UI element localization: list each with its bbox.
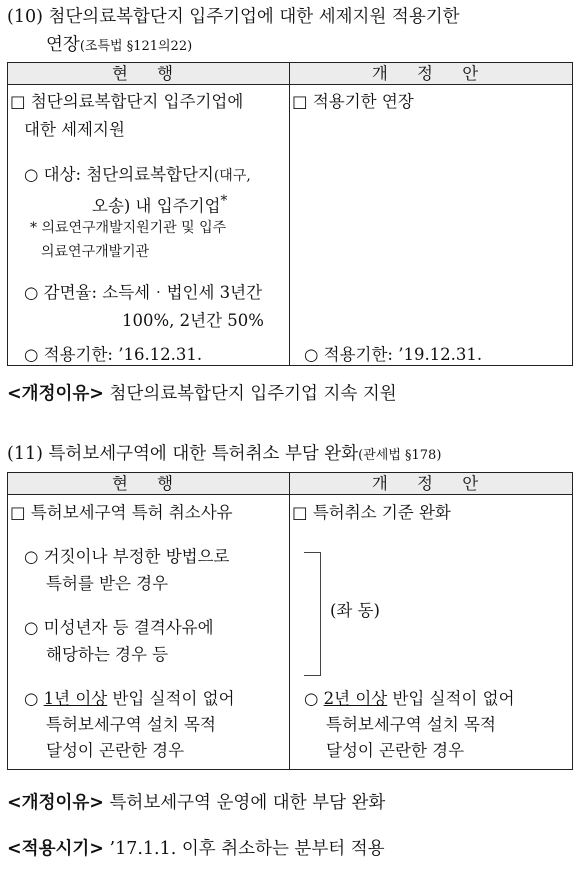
item3-line1: ○ 1년 이상 반입 실적이 없어	[24, 689, 235, 708]
section-10-reason	[7, 381, 397, 407]
rate-line1: ○ 감면율: 소득세‧법인세 3년간	[24, 283, 263, 302]
header-current: 현 행	[8, 473, 290, 495]
current-cell	[8, 85, 290, 366]
apply-label: <적용시기>	[7, 839, 104, 859]
current-deadline: ○ 적용기한: ’16.12.31.	[24, 345, 203, 364]
revised-cell	[290, 85, 573, 366]
apply-text: ’17.1.1. 이후 취소하는 분부터 적용	[103, 839, 385, 859]
item3-line3: 달성이 곤란한 경우	[46, 741, 185, 760]
footnote-mark: *	[220, 193, 228, 209]
revised-item3-line2: 특허보세구역 설치 목적	[326, 715, 496, 734]
item2-line1: ○ 미성년자 등 결격사유에	[24, 618, 214, 637]
header-current: 현 행	[8, 63, 290, 85]
current-cell	[8, 495, 290, 770]
section-10-title-line1: (10) 첨단의료복합단지 입주기업에 대한 세제지원 적용기한	[7, 7, 460, 27]
item1-line2: 특허를 받은 경우	[46, 574, 169, 593]
target-text: 오송) 내 입주기업	[92, 196, 221, 216]
current-heading-l2: 대한 세제지원	[24, 120, 125, 139]
section-11-apply	[7, 836, 385, 862]
target-line2	[92, 189, 227, 219]
header-revised: 개 정 안	[290, 473, 573, 495]
target-label: ○ 대상: 첨단의료복합단지	[24, 165, 214, 184]
rate-line2: 100%, 2년간 50%	[122, 311, 264, 330]
section-11-reason	[7, 790, 385, 816]
reason-text: 특허보세구역 운영에 대한 부담 완화	[103, 793, 386, 813]
revised-item3-line1: ○ 2년 이상 반입 실적이 없어	[304, 689, 515, 708]
section-11-title-main: (11) 특허보세구역에 대한 특허취소 부담 완화	[7, 444, 359, 464]
section-10-title-line2	[46, 32, 192, 60]
target-line1	[24, 163, 251, 188]
note-line2: 의료연구개발기관	[41, 244, 150, 260]
current-heading: □ 특허보세구역 특허 취소사유	[10, 503, 233, 522]
reason-text: 첨단의료복합단지 입주기업 지속 지원	[103, 384, 397, 404]
target-region: (대구,	[213, 168, 251, 184]
reason-label: <개정이유>	[7, 793, 104, 813]
item1-line1: ○ 거짓이나 부정한 방법으로	[24, 547, 230, 566]
period-current: 1년 이상	[43, 689, 108, 708]
revised-cell	[290, 495, 573, 770]
reason-label: <개정이유>	[7, 384, 104, 404]
revised-heading: □ 적용기한 연장	[292, 92, 414, 111]
note-line1: * 의료연구개발지원기관 및 입주	[30, 220, 227, 236]
header-revised: 개 정 안	[290, 63, 573, 85]
revised-item3-line3: 달성이 곤란한 경우	[326, 741, 465, 760]
period-revised: 2년 이상	[323, 689, 388, 708]
revised-heading: □ 특허취소 기준 완화	[292, 503, 451, 522]
item2-line2: 해당하는 경우 등	[46, 645, 169, 664]
section-10-title-main: 연장	[46, 35, 80, 55]
section-10-law-ref: (조특법 §121의22)	[79, 39, 193, 54]
bracket	[304, 552, 321, 676]
revised-deadline: ○ 적용기한: ’19.12.31.	[304, 345, 483, 364]
section-11-title	[7, 441, 441, 469]
section-11-comparison-table	[7, 472, 573, 770]
current-heading-l1: □ 첨단의료복합단지 입주기업에	[10, 92, 244, 111]
same-as-left: (좌 동)	[330, 601, 380, 620]
section-10-comparison-table	[7, 62, 573, 366]
section-11-law-ref: (관세법 §178)	[358, 448, 442, 463]
item3-line2: 특허보세구역 설치 목적	[46, 715, 216, 734]
